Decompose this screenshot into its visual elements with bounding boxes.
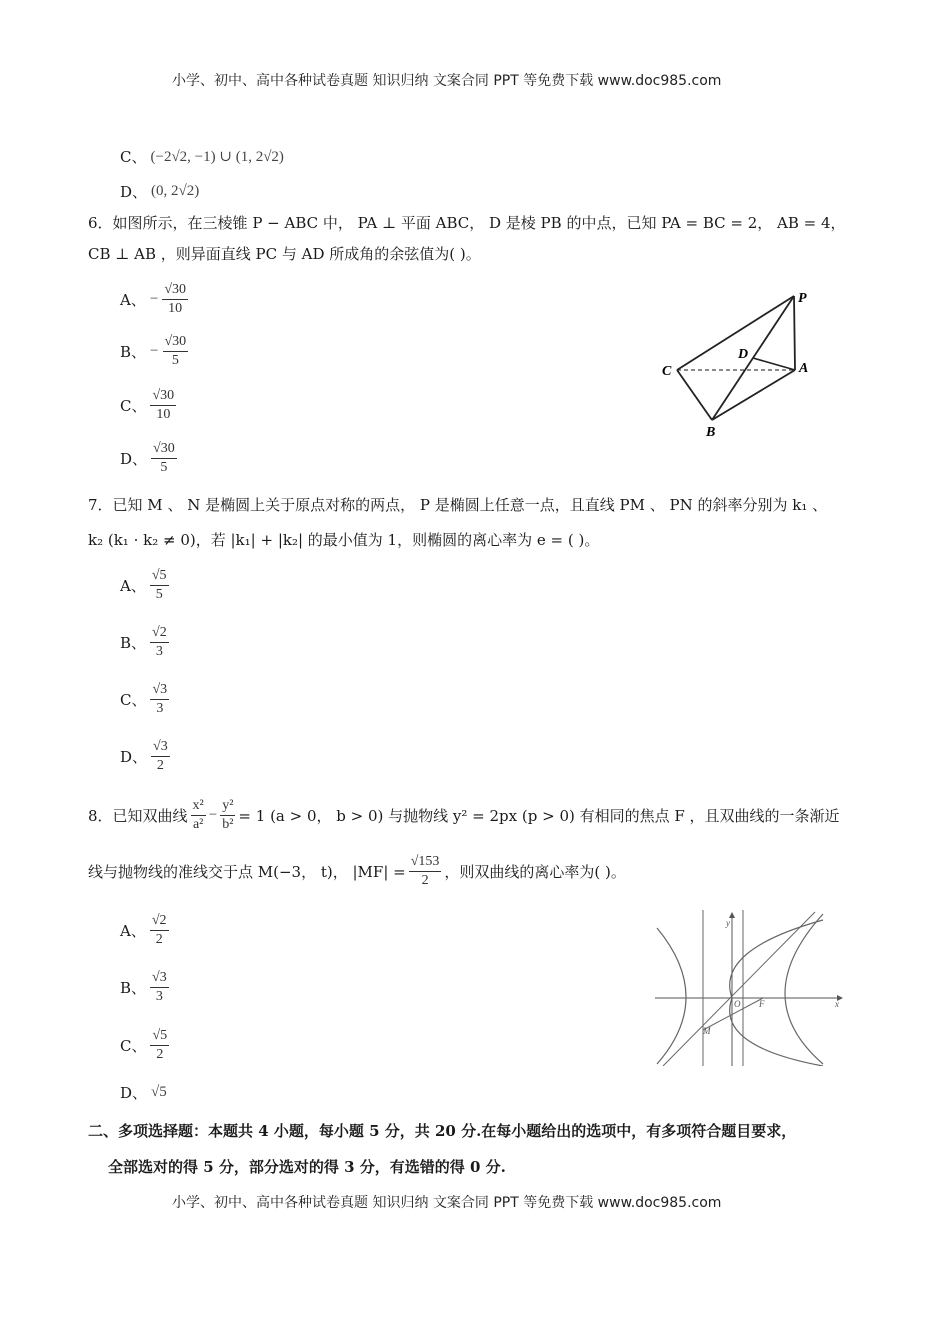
option-fraction xyxy=(163,333,189,370)
option-label: B、 xyxy=(120,979,147,997)
option-label: D、 xyxy=(120,450,148,468)
edge-pa xyxy=(794,296,795,370)
edge-ba xyxy=(712,370,795,420)
q7-option-b xyxy=(120,624,169,661)
fraction-numerator: y² xyxy=(220,797,235,816)
fraction-numerator: √30 xyxy=(163,333,189,352)
option-label: D、 xyxy=(120,1084,148,1102)
q8-minus: − xyxy=(208,807,218,823)
option-fraction xyxy=(150,912,169,949)
option-label: A、 xyxy=(120,577,146,595)
option-fraction xyxy=(150,624,169,661)
option-expr: (−2√2, −1) ∪ (1, 2√2) xyxy=(150,149,284,165)
fraction-denominator: 2 xyxy=(421,873,429,888)
label-b: B xyxy=(706,425,716,440)
fraction-numerator: √30 xyxy=(162,281,188,300)
q6-stem-line1: 6．如图所示，在三棱锥 P − ABC 中， PA ⊥ 平面 ABC， D 是棱 PB 的中点，已知 PA = BC = 2， AB = 4， xyxy=(88,214,846,232)
q8-frac-mf xyxy=(409,853,442,890)
q8-option-a xyxy=(120,912,169,949)
option-fraction xyxy=(150,567,169,604)
label-o: O xyxy=(734,999,741,1009)
fraction-denominator: b² xyxy=(222,817,234,832)
option-fraction xyxy=(150,1027,169,1064)
option-fraction xyxy=(151,440,177,477)
fraction-numerator: √3 xyxy=(150,969,169,988)
fraction-denominator: 2 xyxy=(156,758,164,773)
option-label: A、 xyxy=(120,291,146,309)
q6-option-d xyxy=(120,440,177,477)
q8-text-post2: ，则双曲线的离心率为( )。 xyxy=(444,863,626,881)
q7-option-a xyxy=(120,567,169,604)
label-y: y xyxy=(726,918,730,928)
fraction-numerator: √30 xyxy=(150,387,176,406)
hyperbola-left-branch xyxy=(657,928,686,1064)
label-p: P xyxy=(798,291,807,306)
q8-stem-line2 xyxy=(88,853,626,890)
label-x: x xyxy=(835,999,839,1009)
option-label: D、 xyxy=(120,748,148,766)
label-c: C xyxy=(662,364,672,379)
fraction-denominator: 3 xyxy=(156,701,164,716)
label-m: M xyxy=(703,1026,711,1036)
option-label: A、 xyxy=(120,922,146,940)
fraction-denominator: 5 xyxy=(155,587,163,602)
fraction-denominator: 2 xyxy=(156,1047,164,1062)
fraction-denominator: 10 xyxy=(156,407,171,422)
fraction-numerator: √3 xyxy=(150,681,169,700)
q8-frac-x xyxy=(191,797,206,834)
fraction-numerator: x² xyxy=(191,797,206,816)
section2-heading-line2: 全部选对的得 5 分，部分选对的得 3 分，有选错的得 0 分. xyxy=(108,1158,506,1176)
option-sign: − xyxy=(149,291,159,307)
fraction-denominator: 3 xyxy=(155,989,163,1004)
option-label: C、 xyxy=(120,691,147,709)
option-sign: − xyxy=(150,343,159,359)
q8-text-pre: 8．已知双曲线 xyxy=(88,807,188,825)
q6-option-c xyxy=(120,387,176,424)
fraction-denominator: 5 xyxy=(160,460,168,475)
fraction-denominator: 10 xyxy=(168,301,183,316)
fraction-denominator: 5 xyxy=(171,353,179,368)
option-label: B、 xyxy=(120,634,147,652)
option-label: D、 xyxy=(120,183,148,201)
q8-option-d xyxy=(120,1082,167,1103)
q8-conic-figure xyxy=(655,910,845,1066)
q7-stem-line2: k₂ (k₁ · k₂ ≠ 0)，若 |k₁| + |k₂| 的最小值为 1，则椭圆的离心率为 e = ( )。 xyxy=(88,531,600,549)
option-label: C、 xyxy=(120,397,147,415)
segment-ad xyxy=(753,358,795,370)
option-fraction xyxy=(162,281,188,318)
edge-cp xyxy=(677,296,794,370)
option-fraction xyxy=(150,969,169,1006)
q6-option-a xyxy=(120,281,188,318)
label-f: F xyxy=(759,999,765,1009)
section2-heading-line1: 二、多项选择题：本题共 4 小题，每小题 5 分，共 20 分.在每小题给出的选项中，有多项符合题目要求， xyxy=(88,1122,797,1140)
fraction-numerator: √3 xyxy=(151,738,170,757)
q5-option-c xyxy=(120,146,284,167)
q7-stem-line1: 7．已知 M 、 N 是椭圆上关于原点对称的两点， P 是椭圆上任意一点，且直线 PM 、 PN 的斜率分别为 k₁ 、 xyxy=(88,496,828,514)
q5-option-d xyxy=(120,181,199,202)
q8-option-b xyxy=(120,969,169,1006)
edge-cb xyxy=(677,370,712,420)
q7-option-d xyxy=(120,738,170,775)
fraction-numerator: √5 xyxy=(150,1027,169,1046)
fraction-denominator: 2 xyxy=(155,932,163,947)
label-a: A xyxy=(799,361,809,376)
parabola-curve xyxy=(730,920,823,1066)
page-header: 小学、初中、高中各种试卷真题 知识归纳 文案合同 PPT 等免费下载 www.doc985.com xyxy=(172,73,722,89)
fraction-numerator: √30 xyxy=(151,440,177,459)
fraction-denominator: 3 xyxy=(155,644,163,659)
q8-stem-line1 xyxy=(88,797,840,834)
q6-pyramid-figure xyxy=(650,282,830,442)
q8-frac-y xyxy=(220,797,235,834)
q6-option-b xyxy=(120,333,188,370)
q6-stem-line2: CB ⊥ AB ，则异面直线 PC 与 AD 所成角的余弦值为( )。 xyxy=(88,245,481,263)
option-fraction xyxy=(151,738,170,775)
q8-text-post: = 1 (a > 0， b > 0) 与抛物线 y² = 2px (p > 0) 有相同的焦点 F ，且双曲线的一条渐近 xyxy=(238,807,840,825)
fraction-numerator: √2 xyxy=(150,624,169,643)
fraction-numerator: √2 xyxy=(150,912,169,931)
option-fraction xyxy=(150,681,169,718)
q8-text-pre2: 线与抛物线的准线交于点 M(−3， t)， |MF| = xyxy=(88,863,406,881)
fraction-denominator: a² xyxy=(192,817,204,832)
option-fraction xyxy=(150,387,176,424)
option-expr: (0, 2√2) xyxy=(151,183,200,199)
option-label: C、 xyxy=(120,148,147,166)
option-label: B、 xyxy=(120,343,147,361)
q8-option-c xyxy=(120,1027,169,1064)
fraction-numerator: √153 xyxy=(409,853,442,872)
label-d: D xyxy=(738,347,749,362)
option-label: C、 xyxy=(120,1037,147,1055)
page-footer: 小学、初中、高中各种试卷真题 知识归纳 文案合同 PPT 等免费下载 www.doc985.com xyxy=(172,1195,722,1211)
q7-option-c xyxy=(120,681,169,718)
option-expr: √5 xyxy=(151,1084,167,1100)
fraction-numerator: √5 xyxy=(150,567,169,586)
